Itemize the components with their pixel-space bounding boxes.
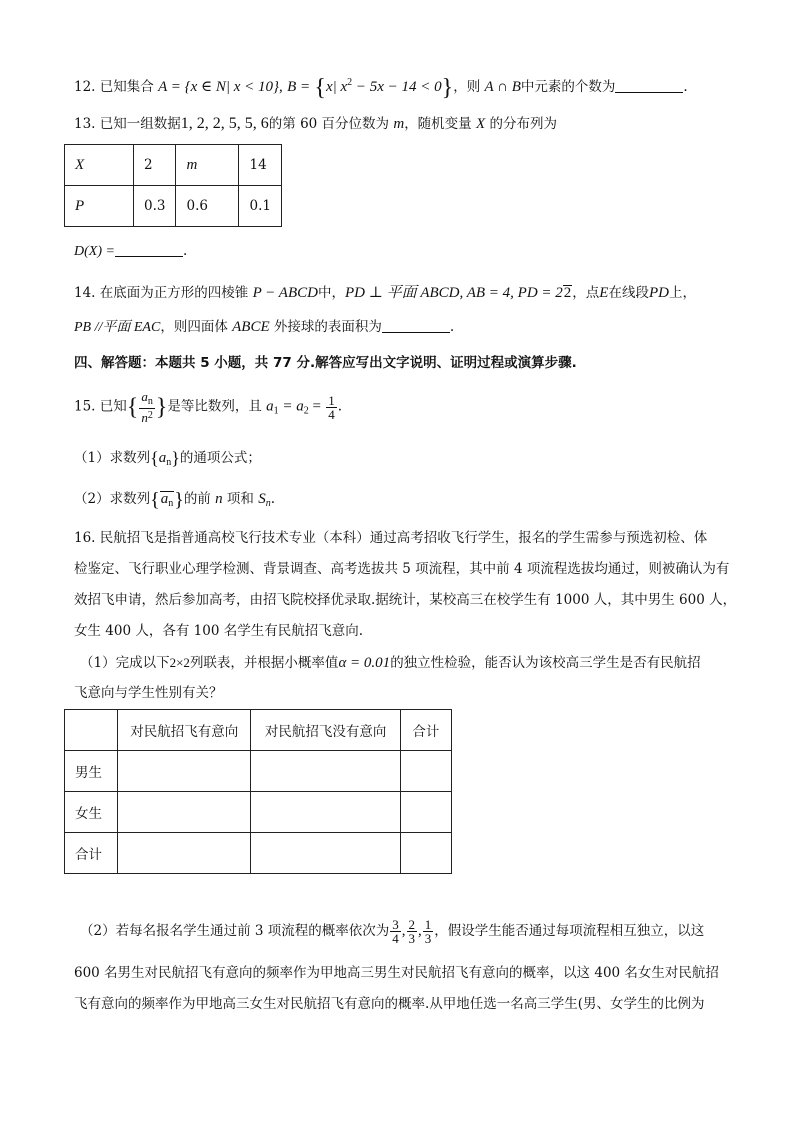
q15-p2-s-sub: n (265, 498, 271, 509)
q12-number: 12. (74, 79, 96, 95)
table-row (65, 833, 452, 874)
q14-point-e: E (599, 285, 609, 301)
q16-part1 (80, 653, 701, 673)
q15-p2-sub: n (168, 498, 174, 509)
table-cell[interactable] (118, 833, 251, 874)
q13-m: m (393, 116, 405, 132)
q12-set-b-rest: − 5x − 14 < 0 (352, 79, 442, 95)
table-row (65, 751, 452, 792)
q15-p2-end: . (270, 491, 275, 507)
table-cell: X (65, 145, 134, 186)
table-cell: 0.6 (176, 186, 239, 227)
table-header: 对民航招飞没有意向 (251, 710, 400, 751)
q13-answer-line (74, 241, 187, 262)
q16-part2-line3: 飞有意向的频率作为甲地高三女生对民航招飞有意向的概率.从甲地任选一名高三学生(男、女学生的比例为 (74, 996, 705, 1012)
q15-p2-text3: 项和 (226, 491, 254, 507)
q15-a1-sub: 1 (273, 405, 279, 417)
q15-p2-n: n (215, 491, 223, 507)
table-cell: 合计 (65, 833, 118, 874)
q16-f1-num: 3 (392, 917, 399, 932)
q14-text2: ，则四面体 (160, 319, 228, 335)
q15-part1: （1）求数列$\{a_n\}$的通项公式； (74, 448, 261, 468)
q12-set-b-label: B = (287, 79, 311, 95)
q12-sep: , (279, 79, 283, 95)
q12-text: 已知集合 (99, 79, 154, 95)
q14-text3: 外接球的表面积为 (273, 319, 382, 335)
q16-line1: 16. 民航招飞是指普通高校飞行技术专业（本科）通过高考招收飞行学生，报名的学生需参与预选初检、体 (74, 530, 708, 546)
q16-p1-text3: 的独立性检验，能否认为该校高三学生是否有民航招 (390, 655, 701, 671)
table-cell[interactable] (118, 792, 251, 833)
table-row (65, 145, 282, 186)
q16-part2: （2）若每名报名学生通过前 3 项流程的概率依次为 $\frac{3}{4}$ , $\frac{2}{3}$ , $\frac{1}{3}$ ，假设学生能否通过每项流程相互独立，以这 (80, 917, 705, 946)
q12-answer-blank[interactable] (615, 78, 683, 93)
table-cell[interactable] (400, 833, 451, 874)
q15-frac-num-sub: n (147, 396, 153, 407)
q14-segment: PD (648, 285, 669, 301)
q15-line (74, 390, 342, 427)
q13-text3: ，随机变量 (404, 116, 472, 132)
q16-f3-den: 3 (424, 931, 432, 946)
q12-intersection: A ∩ B (484, 79, 521, 95)
q16-line3: 效招飞申请，然后参加高考，由招飞院校择优录取.据统计，某校高三在校学生有 1000 人，其中男生 600 人， (74, 592, 737, 608)
q15-a1: a (266, 398, 274, 415)
q14-end: . (449, 319, 455, 335)
q15-number: 15. (74, 398, 96, 415)
q15-p1-sub: n (166, 457, 172, 468)
table-cell: 0.3 (134, 186, 176, 227)
q14-text-c: 中， (317, 285, 345, 301)
q16-f1-den: 4 (392, 931, 399, 946)
q15-a2-sub: 2 (303, 405, 309, 417)
q15-p1-text: （1）求数列 (74, 450, 151, 466)
q15-p2-text: （2）求数列 (74, 491, 151, 507)
q13-answer-blank[interactable] (115, 242, 183, 257)
q14-text: 14. 在底面为正方形的四棱锥 (74, 285, 249, 301)
q14-sqrt: 2 (563, 285, 572, 301)
q15-a2: = a (278, 398, 304, 415)
table-cell[interactable] (251, 751, 400, 792)
table-cell[interactable] (118, 751, 251, 792)
q12-line: 12. 已知集合 A = {x ∈ N| x < 10}, B = {x| $x^2 - 5x - 14 < 0$}，则 A ∩ B中元素的个数为 . (74, 75, 688, 101)
q16-part2-line2: 600 名男生对民航招飞有意向的频率作为甲地高三男生对民航招飞有意向的概率，以这 400 名女生对民航招 (74, 965, 719, 981)
q12-set-a: A = {x ∈ N| x < 10} (158, 79, 280, 95)
q13-end: . (182, 243, 188, 259)
q15-fraction (139, 390, 155, 424)
table-cell: 0.1 (239, 186, 282, 227)
q16-frac-1 (390, 918, 401, 945)
q14-conditions: PD ⊥ 平面 ABCD, AB = 4, PD = 2 (344, 285, 563, 301)
q15-p2-s: S (258, 491, 266, 507)
q14-parallel: PB //平面 EAC (74, 320, 161, 335)
q16-line4: 女生 400 人，各有 100 名学生有民航招飞意向. (74, 623, 363, 639)
q12-text3: 中元素的个数为 (520, 79, 616, 95)
q15-text2: 是等比数列，且 (167, 398, 262, 415)
q16-f2-num: 2 (408, 917, 416, 932)
q14-answer-blank[interactable] (382, 318, 450, 333)
table-cell: P (65, 186, 134, 227)
q15-frac-num: a (141, 389, 148, 404)
section-title: 四、解答题：本题共 5 小题，共 77 分.解答应写出文字说明、证明过程或演算步骤. (74, 355, 577, 371)
table-cell[interactable] (400, 792, 451, 833)
table-cell: m (176, 145, 239, 186)
q15-part2: （2）求数列$\{a_n\}$的前 n 项和 $S_n$. (74, 489, 275, 511)
q13-distribution-table (64, 144, 282, 227)
table-cell[interactable] (251, 792, 400, 833)
q12-text2: ，则 (453, 79, 481, 95)
q15-end: . (337, 398, 343, 415)
q15-value-fraction (326, 394, 337, 421)
q15-p1-an: a (158, 450, 167, 466)
q16-p1-text: （1）完成以下 (80, 655, 170, 671)
table-row (65, 792, 452, 833)
table-row (65, 710, 452, 751)
q13-text: 已知一组数据 (99, 116, 181, 132)
q15-frac-den: n (141, 410, 148, 425)
q13-answer-label: D(X) = (74, 244, 115, 259)
q14-pyramid: P − ABCD (252, 285, 318, 301)
q12-brace-close: } (441, 75, 454, 101)
q16-frac-3 (423, 918, 434, 945)
table-row (65, 186, 282, 227)
q12-end: . (683, 79, 688, 95)
table-cell[interactable] (400, 751, 451, 792)
q13-data: 1, 2, 2, 5, 5, 6 (180, 115, 269, 132)
table-cell[interactable] (251, 833, 400, 874)
q16-p2-text: （2）若每名报名学生通过前 3 项流程的概率依次为 (80, 923, 390, 939)
q15-brace-close: } (155, 394, 168, 421)
table-header (65, 710, 118, 751)
q16-part1-line2: 飞意向与学生性别有关？ (74, 685, 223, 701)
q16-f3-num: 1 (424, 917, 432, 932)
q13-x: X (475, 116, 486, 132)
q13-line (74, 114, 557, 134)
table-header: 对民航招飞有意向 (118, 710, 251, 751)
q15-frac-den-sup: 2 (147, 410, 153, 421)
q15-eq: = (308, 398, 321, 415)
q12-set-b-body: x| x (325, 79, 348, 95)
table-cell: 14 (239, 145, 282, 186)
q13-text2: 的第 60 百分位数为 (268, 116, 390, 132)
q16-f2-den: 3 (408, 931, 416, 946)
q15-p1-text2: 的通项公式； (179, 450, 261, 466)
q16-p2-text2: ，假设学生能否通过每项流程相互独立，以这 (434, 923, 705, 939)
q15-p2-an: a (160, 491, 169, 507)
q15-p2-text2: 的前 (183, 491, 211, 507)
q12-brace-open: { (314, 75, 326, 101)
q14-text-h: 在线段 (608, 285, 649, 301)
q15-val-num: 1 (328, 392, 335, 408)
q16-p1-text2: 列联表，并根据小概率值 (189, 655, 339, 671)
q16-p1-size: 2×2 (169, 655, 190, 670)
q15-brace-open: { (126, 394, 139, 421)
q16-frac-2 (407, 918, 418, 945)
table-cell: 男生 (65, 751, 118, 792)
table-cell: 女生 (65, 792, 118, 833)
q15-text: 已知 (99, 398, 127, 415)
q13-text4: 的分布列为 (489, 116, 557, 132)
q13-number: 13. (74, 116, 96, 132)
q14-line1 (74, 283, 696, 303)
q14-tetrahedron: ABCE (232, 319, 270, 335)
q14-text-f: ，点 (572, 285, 600, 301)
q14-text-j: 上， (668, 285, 696, 301)
q16-contingency-table (64, 709, 452, 874)
q14-line2 (74, 317, 454, 338)
q16-line2: 检鉴定、飞行职业心理学检测、背景调查、高考选拔共 5 项流程，其中前 4 项流程选拔均通过，则被确认为有 (74, 561, 730, 577)
table-cell: 2 (134, 145, 176, 186)
table-header: 合计 (400, 710, 451, 751)
q16-p1-alpha: α = 0.01 (338, 655, 391, 671)
q15-val-den: 4 (328, 406, 335, 422)
